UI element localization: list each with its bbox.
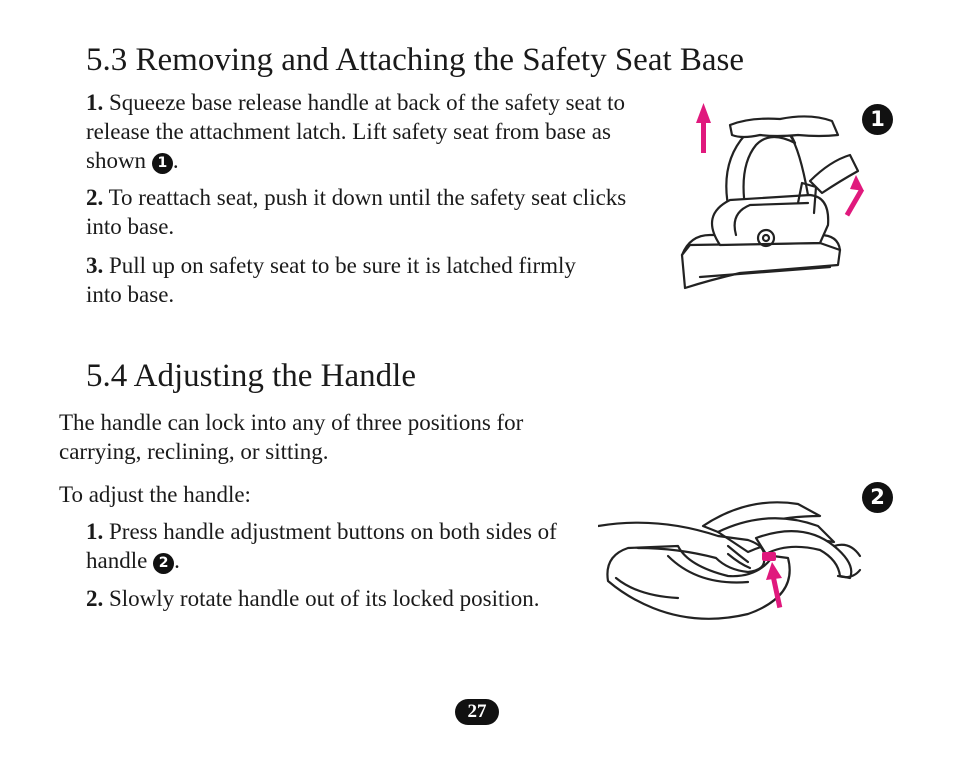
figure-ref-badge: 2 <box>153 553 174 574</box>
handle-intro-text: The handle can lock into any of three positions for carrying, reclining, or sitting. <box>59 410 524 464</box>
step-number: 1. <box>86 90 104 115</box>
step-text: Slowly rotate handle out of its locked position. <box>109 586 540 611</box>
handle-lead-text: To adjust the handle: <box>59 482 251 507</box>
handle-adjust-illustration <box>598 486 868 626</box>
step-number: 2. <box>86 185 104 210</box>
page-number-badge: 27 <box>455 699 499 725</box>
step-number: 1. <box>86 519 104 544</box>
step-5-4-2 <box>86 584 546 613</box>
section-5-3-title: 5.3 Removing and Attaching the Safety Seat Base <box>86 42 745 78</box>
step-text: Press handle adjustment buttons on both sides of handle <box>86 519 557 573</box>
figure-ref-badge: 1 <box>152 153 173 174</box>
step-5-3-3 <box>86 251 606 309</box>
step-5-3-2 <box>86 183 661 241</box>
figure-2-label: 2 <box>862 482 893 513</box>
step-text: Squeeze base release handle at back of the safety seat to release the attachment latch. Lift safety seat from base as shown <box>86 90 625 173</box>
infant-seat-lift-illustration <box>670 95 870 295</box>
step-5-4-1 <box>86 517 561 575</box>
step-number: 3. <box>86 253 104 278</box>
step-end: . <box>174 548 180 573</box>
section-5-4-title: 5.4 Adjusting the Handle <box>86 358 416 394</box>
step-end: . <box>172 148 179 173</box>
step-text: Pull up on safety seat to be sure it is latched firmly into base. <box>86 253 576 307</box>
step-number: 2. <box>86 586 104 611</box>
step-text: To reattach seat, push it down until the safety seat clicks into base. <box>86 185 627 239</box>
step-5-3-1 <box>86 88 646 175</box>
figure-1-label: 1 <box>862 104 893 135</box>
